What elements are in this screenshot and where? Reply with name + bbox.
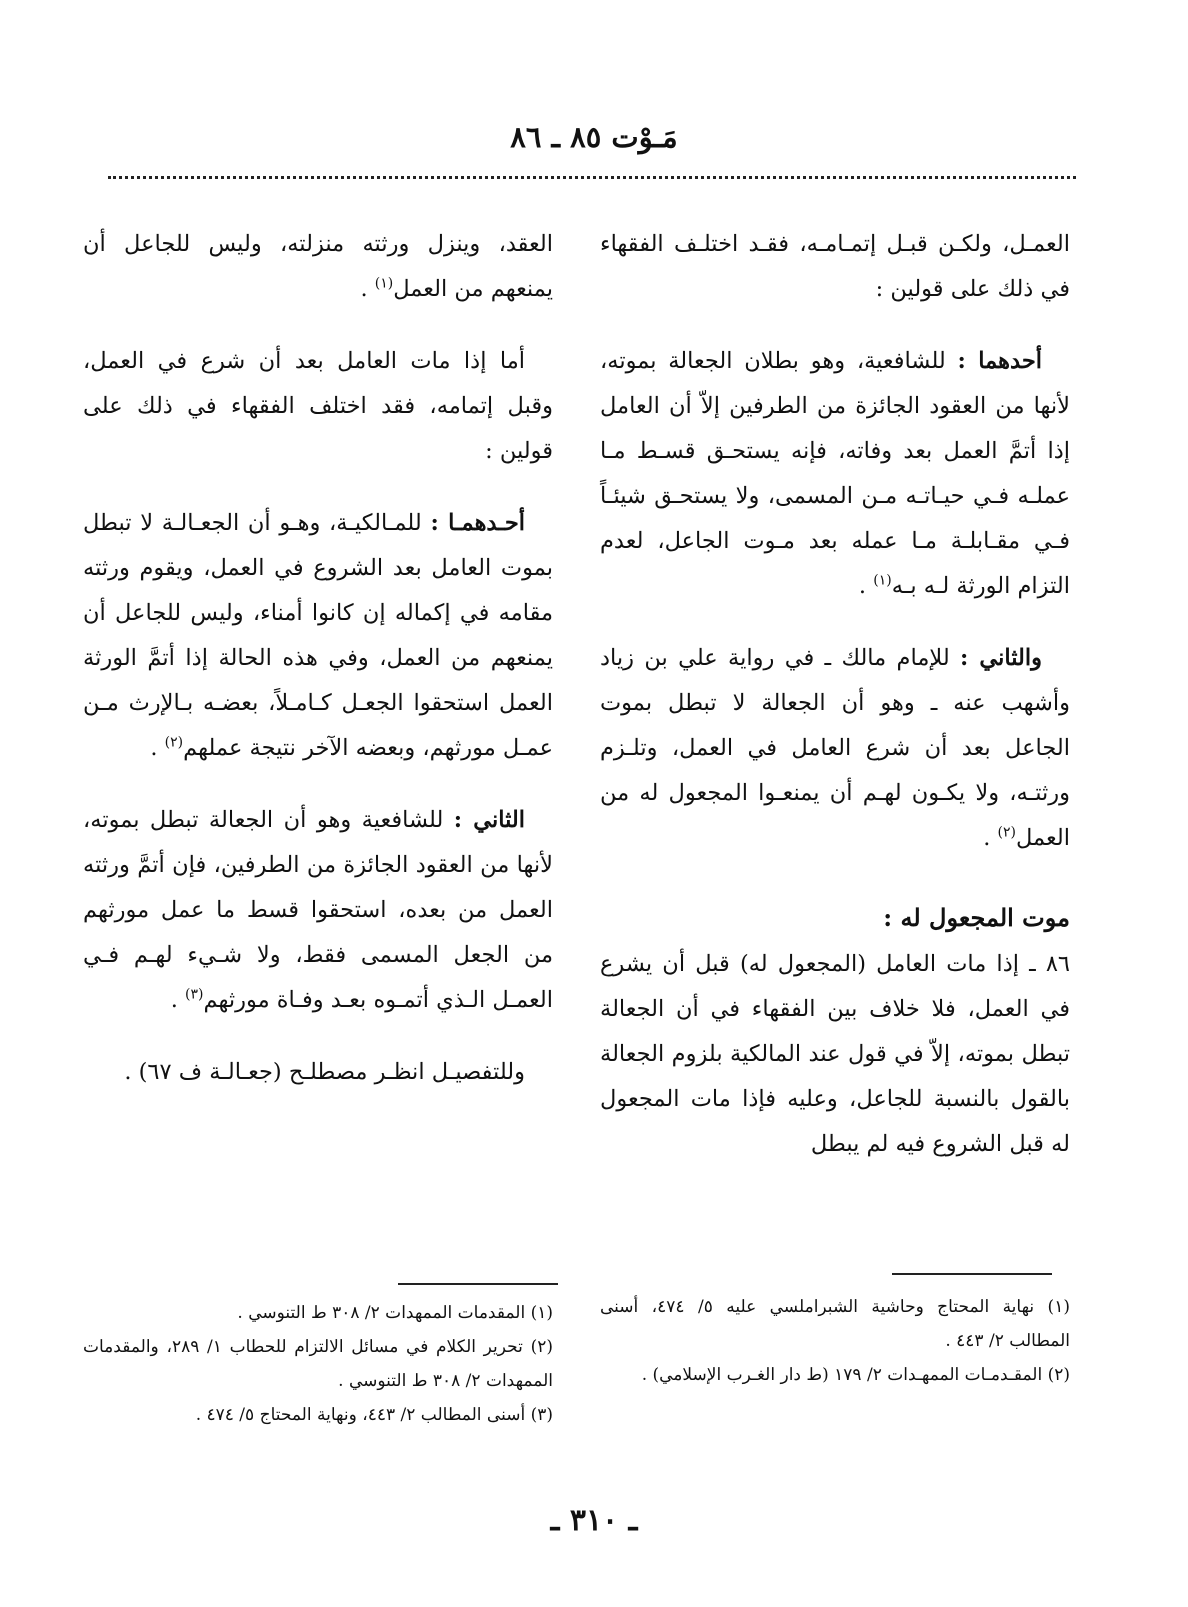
paragraph: ٨٦ ـ إذا مات العامل (المجعول له) قبل أن يشرع في العمل، فلا خلاف بين الفقهاء في أن الجعالة تبطل بموته، إلاّ في قول عند المالكية بلزوم الجعالة بالقول بالنسبة للجاعل، وعليه فإذا مات المجعول له قبل الشروع فيه لم يبطل xyxy=(600,951,1070,1157)
punctuation: . xyxy=(150,735,165,761)
footnote-reference[interactable]: (٢) xyxy=(164,734,184,751)
punctuation: . xyxy=(858,573,874,599)
paragraph xyxy=(83,798,553,1023)
punctuation: . xyxy=(360,276,375,302)
paragraph-body: العقد، وينزل ورثته منزلته، وليس للجاعل أن يمنعهم من العمل xyxy=(83,231,553,302)
paragraph-body: للشافعية، وهو بطلان الجعالة بموته، لأنها من العقود الجائزة من الطرفين إلاّ أن العامل إذا أتمَّ العمل بعد وفاته، فإنه يستحـق قسـط مـا عملـه فـي حيـاتـه مـن المسمى، ولا يستحـق شيئـاً فـي مقـابلـة مـا عمله بعد مـوت الجاعل، لعدم التزام الورثة لـه بـه xyxy=(600,348,1070,599)
footnote: (١) المقدمات الممهدات ٢/ ٣٠٨ ط التنوسي . xyxy=(237,1303,553,1323)
paragraph-body: للمـالكيـة، وهـو أن الجعـالـة لا تبطل بموت العامل بعد الشروع في العمل، ويقوم ورثته مقامه في إكماله إن كانوا أمناء، وليس للجاعل أن يمنعهم من العمل، وفي هذه الحالة إذا أتمَّ الورثة العمل استحقوا الجعـل كـامـلاً، بعضـه بـالإرث مـن عمـل مورثهم، وبعضه الآخر نتيجة عملهم xyxy=(83,510,553,761)
paragraph: العمـل، ولكـن قبـل إتمـامـه، فقـد اختلـف الفقهاء في ذلك على قولين : xyxy=(600,231,1070,302)
paragraph-body: للشافعية وهو أن الجعالة تبطل بموته، لأنها من العقود الجائزة من الطرفين، فإن أتمَّ ورثته العمل من بعده، استحقوا قسط ما عمل مورثهم من الجعل المسمى فقط، ولا شـيء لهـم فـي العمـل الـذي أتمـوه بعـد وفـاة مورثهم xyxy=(83,807,553,1013)
footnote-separator xyxy=(892,1273,1052,1275)
footnote-reference[interactable]: (٣) xyxy=(185,986,204,1003)
paragraph xyxy=(600,339,1070,609)
paragraph: أما إذا مات العامل بعد أن شرع في العمل، وقبل إتمامه، فقد اختلف الفقهاء في ذلك على قولين : xyxy=(83,348,553,464)
paragraph-lead: أحدهما : xyxy=(957,348,1042,374)
punctuation: . xyxy=(170,987,185,1013)
footnote-reference[interactable]: (١) xyxy=(873,572,892,589)
footnote: (٢) المقـدمـات الممهـدات ٢/ ١٧٩ (ط دار الغـرب الإسلامي) . xyxy=(641,1365,1070,1385)
footnotes-right xyxy=(600,1290,1070,1392)
paragraph xyxy=(600,636,1070,861)
paragraph xyxy=(83,222,553,312)
footnote-reference[interactable]: (٢) xyxy=(997,824,1016,841)
paragraph-lead: والثاني : xyxy=(960,645,1042,671)
footnote: (٣) أسنى المطالب ٢/ ٤٤٣، ونهاية المحتاج ٥/ ٤٧٤ . xyxy=(195,1405,553,1425)
paragraph: وللتفصيـل انظـر مصطلـح (جعـالـة ف ٦٧) . xyxy=(124,1059,525,1085)
footnote-reference[interactable]: (١) xyxy=(374,275,394,292)
running-header: مَـوْت ٨٥ ـ ٨٦ xyxy=(510,120,678,154)
paragraph xyxy=(83,501,553,771)
paragraph-body: للإمام مالك ـ في رواية علي بن زياد وأشهب عنه ـ وهو أن الجعالة لا تبطل بموت الجاعل بعد أن شرع العامل في العمل، وتلـزم ورثتـه، ولا يكـون لهـم أن يمنعـوا المجعول له من العمل xyxy=(600,645,1070,851)
left-column xyxy=(83,222,553,1122)
footnote: (١) نهاية المحتاج وحاشية الشبراملسي عليه ٥/ ٤٧٤، أسنى المطالب ٢/ ٤٤٣ . xyxy=(600,1297,1070,1351)
footnote-separator xyxy=(398,1283,558,1285)
header-dotted-rule xyxy=(108,176,1076,179)
page-number: ـ ٣١٠ ـ xyxy=(550,1503,638,1538)
right-column xyxy=(600,222,1070,1194)
section-heading: موت المجعول له : xyxy=(883,903,1070,932)
paragraph-lead: أحـدهمـا : xyxy=(430,510,525,536)
footnotes-left xyxy=(83,1296,553,1432)
paragraph-lead: الثاني : xyxy=(453,807,525,833)
footnote: (٢) تحرير الكلام في مسائل الالتزام للحطاب ١/ ٢٨٩، والمقدمات الممهدات ٢/ ٣٠٨ ط التنوسي . xyxy=(83,1337,553,1391)
punctuation: . xyxy=(983,825,998,851)
